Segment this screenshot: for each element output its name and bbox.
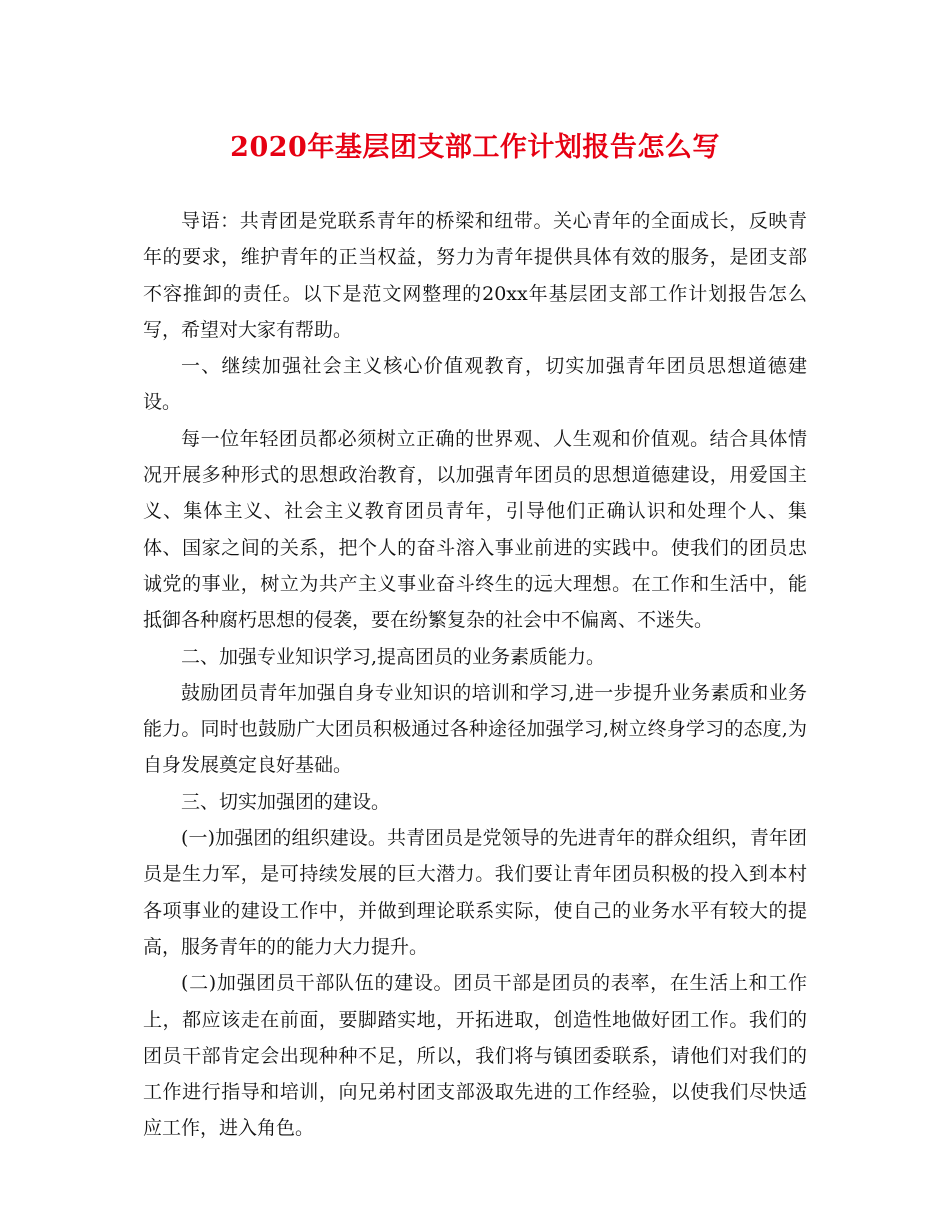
document-title: 2020年基层团支部工作计划报告怎么写 [230,132,720,163]
document-body [143,203,807,1147]
section-heading-1: 一、继续加强社会主义核心价值观教育，切实加强青年团员思想道德建设。 [143,355,807,414]
section-paragraph-2: 鼓励团员青年加强自身专业知识的培训和学习,进一步提升业务素质和业务能力。同时也鼓励广大团员积极通过各种途径加强学习,树立终身学习的态度,为自身发展奠定良好基础。 [143,681,807,777]
subsection-paragraph-1: (一)加强团的组织建设。共青团员是党领导的先进青年的群众组织，青年团员是生力军，是可持续发展的巨大潜力。我们要让青年团员积极的投入到本村各项事业的建设工作中，并做到理论联系实际，使自己的业务水平有较大的提高，服务青年的的能力大力提升。 [143,827,807,958]
section-paragraph-1: 每一位年轻团员都必须树立正确的世界观、人生观和价值观。结合具体情况开展多种形式的思想政治教育，以加强青年团员的思想道德建设，用爱国主义、集体主义、社会主义教育团员青年，引导他们正确认识和处理个人、集体、国家之间的关系，把个人的奋斗溶入事业前进的实践中。使我们的团员忠诚党的事业，树立为共产主义事业奋斗终生的远大理想。在工作和生活中，能抵御各种腐朽思想的侵袭，要在纷繁复杂的社会中不偏离、不迷失。 [143,427,807,632]
section-heading-3: 三、切实加强团的建设。 [181,790,391,813]
section-heading-2: 二、加强专业知识学习,提高团员的业务素质能力。 [181,645,606,668]
subsection-paragraph-2: (二)加强团员干部队伍的建设。团员干部是团员的表率，在生活上和工作上，都应该走在前面，要脚踏实地，开拓进取，创造性地做好团工作。我们的团员干部肯定会出现种种不足，所以，我们将与镇团委联系，请他们对我们的工作进行指导和培训，向兄弟村团支部汲取先进的工作经验，以使我们尽快适应工作，进入角色。 [143,972,807,1140]
intro-paragraph: 导语：共青团是党联系青年的桥梁和纽带。关心青年的全面成长，反映青年的要求，维护青年的正当权益，努力为青年提供具体有效的服务，是团支部不容推卸的责任。以下是范文网整理的20xx年基层团支部工作计划报告怎么写，希望对大家有帮助。 [143,210,807,341]
